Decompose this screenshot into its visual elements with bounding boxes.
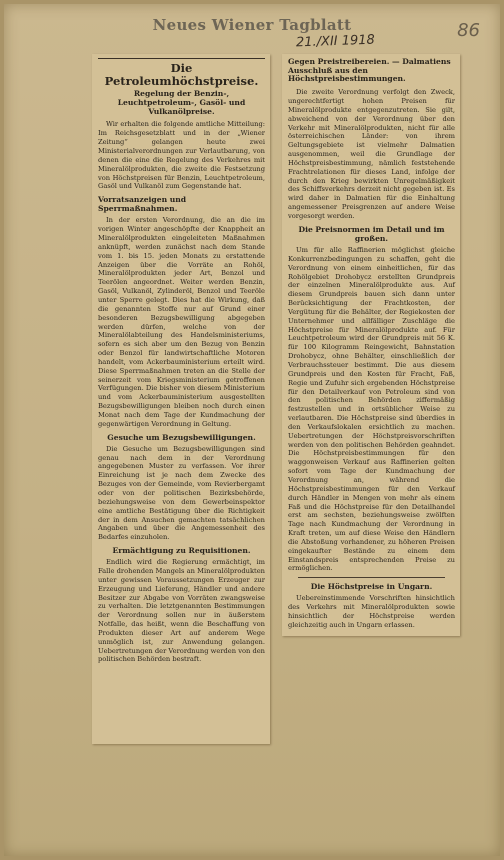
intro-paragraph: Wir erhalten die folgende amtliche Mitteilung: Im Reichsgesetzblatt und in der „Wiener Zeitung“ gelangen heute zwei Ministerialverordnungen zur Verlautbarung, von denen die eine die Regelung des Verkehres mit Mineralölprodukten, die zweite die Festsetzung von Höchstpreisen für Benzin, Leuchtpetroleum, Gasöl und Vulkanöl zum Gegenstande hat.	[98, 120, 265, 191]
clipping-left-column	[92, 54, 270, 744]
top-rule	[98, 58, 265, 59]
clipping-right-column	[282, 54, 460, 636]
folio-number: 86	[457, 20, 480, 41]
article-subtitle: Regelung der Benzin-, Leuchtpetroleum-, Gasöl- und Vulkanölpreise.	[117, 89, 246, 116]
section-text-ungarn: Uebereinstimmende Vorschriften hinsichtlich des Verkehrs mit Mineralölprodukten sowie hinsichtlich der Höchstpreise werden gleichzeitig auch in Ungarn erlassen.	[288, 594, 455, 629]
section-text-vorratsanzeigen: In der ersten Verordnung, die an die im vorigen Winter angeschöpfte der Knappheit an Mineralölprodukten eingeleiteten Maßnahmen anknüpft, werden zunächst nach dem Stande vom 1. bis 15. jeden Monats zu erstattende Anzeigen über die Vorräte an Rohöl, Mineralölprodukten jeder Art, Benzol und Teerölen angeordnet. Weiter werden Benzin, Gasöl, Vulkanöl, Zylinderöl, Benzol und Teeröle unter Sperre gelegt. Dies hat die Wirkung, daß die genannten Stoffe nur auf Grund einer besonderen Bezugsbewilligung abgegeben werden dürfen, welche von der Mineralölabteilung des Handelsministeriums, sofern es sich aber um den Bezug von Benzin oder Benzol für landwirtschaftliche Motoren handelt, vom Ackerbauministerium erteilt wird. Diese Sperrmaßnahmen treten an die Stelle der seinerzeit vom Kriegsministerium getroffenen Verfügungen. Die bisher von diesem Ministerium und vom Ackerbauministerium ausgestellten Bezugsbewilligungen bleiben noch durch einen Monat nach dem Tage der Kundmachung der gegenwärtigen Verordnung in Geltung.	[98, 216, 265, 428]
section-heading-gesuche: Gesuche um Bezugsbewilligungen.	[107, 432, 256, 442]
section-heading-vorratsanzeigen: Vorratsanzeigen und Sperrmaßnahmen.	[98, 195, 187, 214]
newspaper-masthead: Neues Wiener Tagblatt	[152, 16, 352, 34]
section-heading-requisitionen: Ermächtigung zu Requisitionen.	[112, 546, 251, 556]
section-text-requisitionen: Endlich wird die Regierung ermächtigt, im Falle drohenden Mangels an Mineralölprodukten unter gewissen Voraussetzungen Erzeuger zur Erzeugung und Lieferung, Händler und andere Besitzer zur Abgabe von Vorräten zwangsweise zu verhalten. Die letztgenannten Bestimmungen der Verordnung sollen nur in äußerstem Notfalle, das heißt, wenn die Beschaffung von Produkten dieser Art auf anderem Wege unmöglich ist, zur Anwendung gelangen. Uebertretungen der Verordnung werden von den politischen Behörden bestraft.	[98, 558, 265, 664]
section-heading-ungarn: Die Höchstpreise in Ungarn.	[310, 582, 433, 592]
section-text-preisnormen: Um für alle Raffinerien möglichst gleiche Konkurrenzbedingungen zu schaffen, geht die Verordnung von einem einheitlichen, für das Rohölgebiet Drohobycz erstellten Grundpreis der einzelnen Mineralölprodukte aus. Auf diesem Grundpreis bauen sich dann unter Berücksichtigung der Frachtkosten, der Vergütung für die Behälter, der Regiekosten der Unternehmer und allfälliger Zuschläge die Höchstpreise für Mineralölprodukte auf. Für Leuchtpetroleum wird der Grundpreis mit 56 K. für 100 Kilogramm Reingewicht, Bahnstation Drohobycz, ohne Behälter, einschließlich der Verbrauchssteuer bestimmt. Die aus diesem Grundpreis und den Kosten für Fracht, Faß, Regie und Zufuhr sich ergebenden Höchstpreise für den Detailverkauf von Petroleum sind von den politischen Behörden ziffermäßig festzustellen und in ortsüblicher Weise zu verlautbaren. Die Höchstpreise sind überdies in den Verkaufslokalen ersichtlich zu machen. Uebertretungen der Höchstpreisvorschriften werden von den politischen Behörden geahndet. Die Höchstpreisbestimmungen für den waggonweisen Verkauf aus Raffinerien gelten sofort vom Tage der Kundmachung der Verordnung an, während die Höchstpreisbestimmungen für den Verkauf durch Händler in Mengen von mehr als einem Faß und die Höchstpreise für den Detailhandel erst am sechsten, beziehungsweise zwölften Tage nach Kundmachung der Verordnung in Kraft treten, um auf diese Weise den Händlern die Abstoßung vorhandener, zu höheren Preisen eingekaufter Bestände zu einem dem Einstandspreis entsprechenden Preise zu ermöglichen.	[288, 246, 455, 573]
section-text-gesuche: Die Gesuche um Bezugsbewilligungen sind genau nach dem in der Verordnung angegebenen Muster zu verfassen. Vor ihrer Einreichung ist je nach dem Zwecke des Bezuges von der Gemeinde, vom Revierbergamt oder von der politischen Bezirksbehörde, beziehungsweise von dem Gewerbeinspektor eine amtliche Bestätigung über die Richtigkeit der in dem Ansuchen gemachten tatsächlichen Angaben und über die Angemessenheit des Bedarfes einzuholen.	[98, 444, 265, 542]
separator-rule	[298, 577, 445, 578]
section-text-preistreibereien: Die zweite Verordnung verfolgt den Zweck, ungerechtfertigt hohen Preisen für Mineralölprodukte entgegenzutreten. Sie gilt, abweichend von der Verordnung über den Verkehr mit Mineralölprodukten, nicht für alle österreichischen Länder: von ihrem Geltungsgebiete ist vielmehr Dalmatien ausgenommen, weil die Grundlage der Höchstpreisbestimmung, nämlich feststehende Frachtrelationen für dieses Land, infolge der durch den Krieg bewirkten Unregelmäßigkeit des Schiffsverkehrs derzeit nicht gegeben ist. Es wird daher in Dalmatien für die Einhaltung angemessener Preisgrenzen auf andere Weise vorgesorgt werden.	[288, 88, 455, 220]
handwritten-date: 21./XII 1918	[295, 32, 376, 51]
article-title: Die Petroleumhöchstpreise.	[104, 61, 259, 88]
section-heading-preisnormen: Die Preisnormen im Detail und im großen.	[298, 224, 445, 243]
section-heading-preistreibereien: Gegen Preistreibereien. — Dalmatiens Ausschluß aus den Höchstpreisbestimmungen.	[288, 57, 451, 84]
